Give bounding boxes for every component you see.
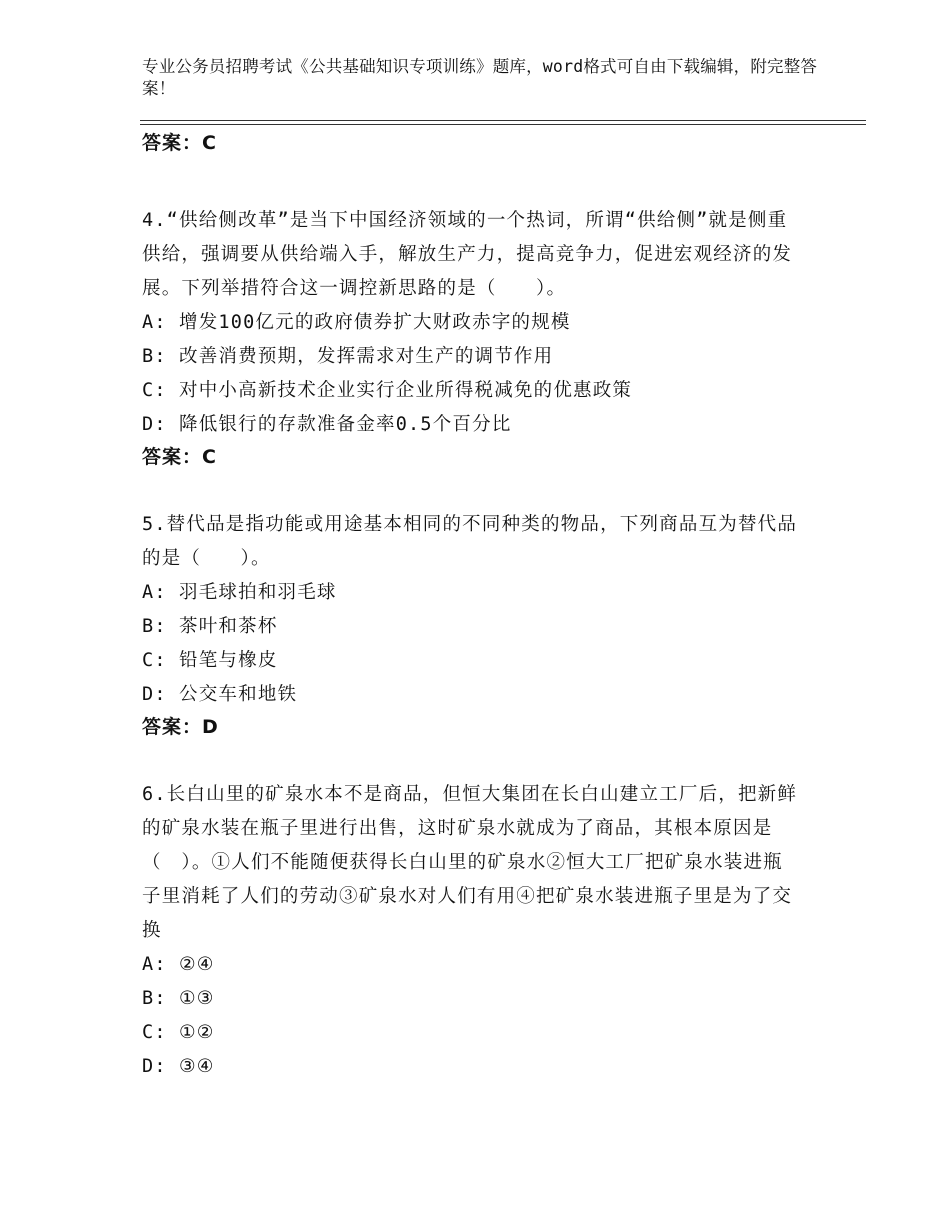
option-a: A: 羽毛球拍和羽毛球	[142, 582, 337, 603]
option-b: B: 改善消费预期，发挥需求对生产的调节作用	[142, 346, 554, 367]
option-a: A: 增发100亿元的政府债券扩大财政赤字的规模	[142, 312, 571, 333]
option-b: B: 茶叶和茶杯	[142, 616, 278, 637]
option-c: C: ①②	[142, 1022, 215, 1043]
answer: 答案：C	[142, 446, 217, 468]
question-4	[142, 204, 802, 472]
header-rule-top	[140, 120, 866, 121]
option-d: D: 公交车和地铁	[142, 684, 298, 705]
document-header: 专业公务员招聘考试《公共基础知识专项训练》题库，word格式可自由下载编辑，附完整答案！	[142, 57, 818, 98]
option-d: D: 降低银行的存款准备金率0.5个百分比	[142, 414, 512, 435]
header-rule-bottom	[140, 124, 866, 125]
question-text: 4.“供给侧改革”是当下中国经济领域的一个热词，所谓“供给侧”就是侧重供给，强调要从供给端入手，解放生产力，提高竞争力，促进宏观经济的发展。下列举措符合这一调控新思路的是（ ）。	[142, 210, 793, 299]
option-a: A: ②④	[142, 954, 215, 975]
question-text: 5.替代品是指功能或用途基本相同的不同种类的物品，下列商品互为替代品的是（ ）。	[142, 514, 798, 569]
spacer	[142, 472, 802, 508]
question-5	[142, 508, 802, 742]
answer: 答案：D	[142, 716, 219, 738]
question-text: 6.长白山里的矿泉水本不是商品，但恒大集团在长白山建立工厂后，把新鲜的矿泉水装在瓶子里进行出售，这时矿泉水就成为了商品，其根本原因是（ ）。①人们不能随便获得长白山里的矿泉水②恒大工厂把矿泉水装进瓶子里消耗了人们的劳动③矿泉水对人们有用④把矿泉水装进瓶子里是为了交换	[142, 784, 798, 941]
option-d: D: ③④	[142, 1056, 215, 1077]
question-6	[142, 778, 802, 1084]
answer-previous: 答案：C	[142, 132, 217, 154]
question-list	[142, 128, 802, 1084]
option-b: B: ①③	[142, 988, 215, 1009]
option-c: C: 铅笔与橡皮	[142, 650, 278, 671]
spacer	[142, 158, 802, 204]
option-c: C: 对中小高新技术企业实行企业所得税减免的优惠政策	[142, 380, 633, 401]
spacer	[142, 742, 802, 778]
